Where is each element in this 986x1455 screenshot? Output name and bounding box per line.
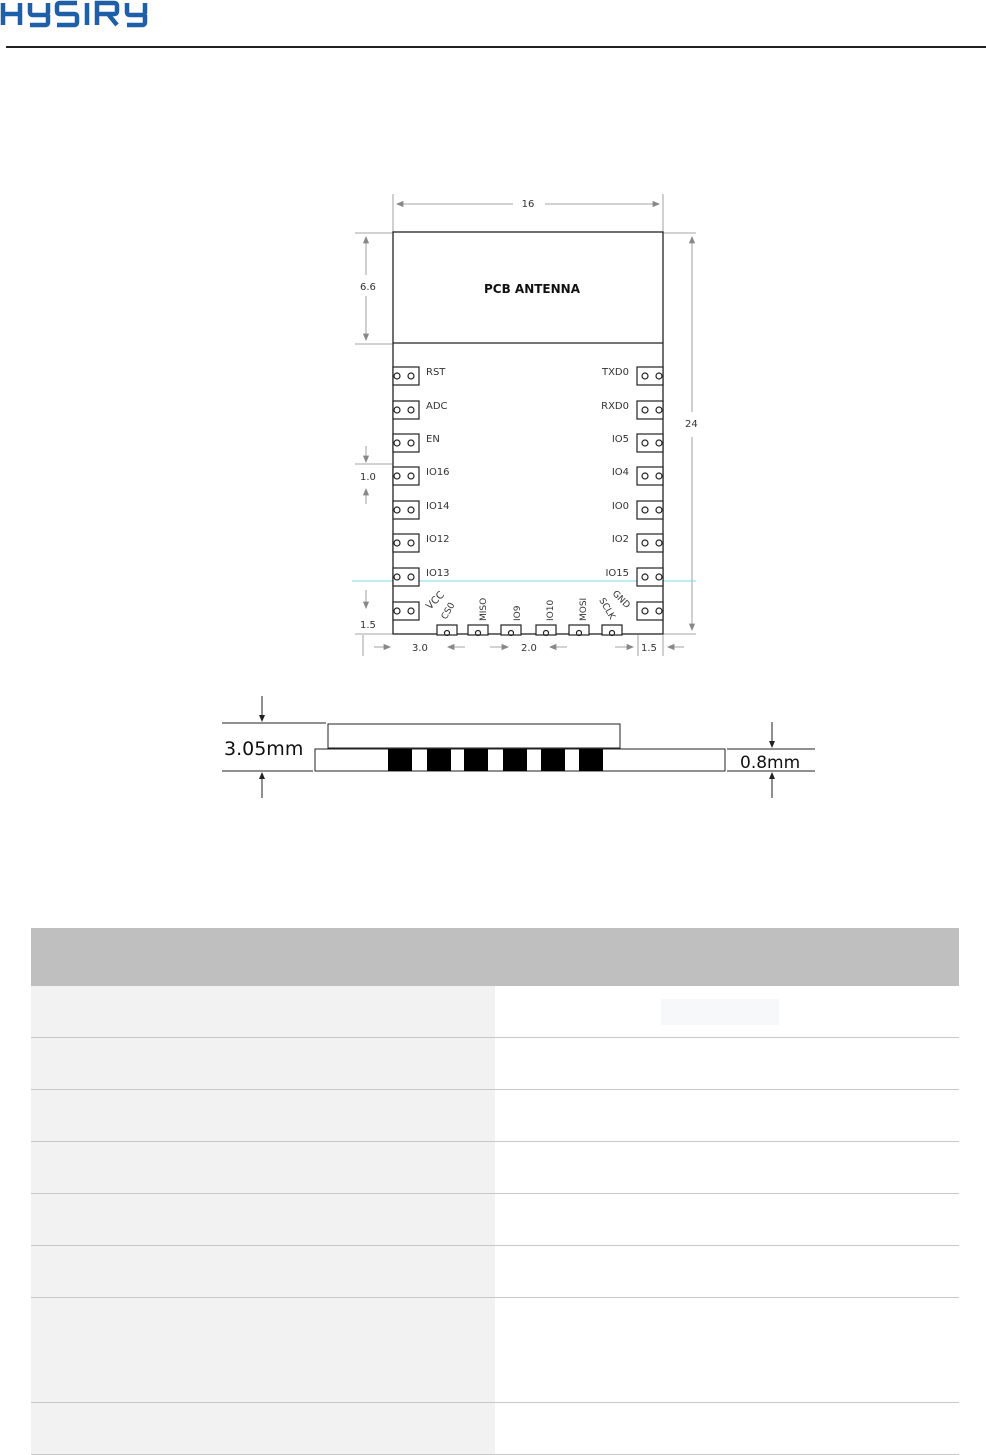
module-dimension-drawing	[350, 192, 710, 662]
right-pin-label: TXD0	[601, 367, 629, 378]
table-row	[31, 1298, 959, 1403]
dim-bottom-pitch-label: 2.0	[521, 643, 537, 654]
right-pin-label: IO0	[611, 501, 629, 512]
page-header	[0, 0, 986, 48]
left-pin-label: IO16	[426, 467, 450, 478]
right-pin-label: RXD0	[601, 401, 629, 412]
table-cell	[31, 1038, 495, 1090]
table-cell	[495, 1090, 959, 1142]
right-pin-label: GND	[609, 589, 632, 611]
module-side-view	[218, 690, 818, 802]
left-pin-label: IO14	[426, 501, 450, 512]
table-row	[31, 1403, 959, 1455]
left-pin-label: IO12	[426, 534, 450, 545]
table-row	[31, 1246, 959, 1298]
dim-antenna-label: 6.6	[360, 282, 376, 293]
faint-highlight	[661, 999, 779, 1025]
dim-height-label: 24	[685, 419, 698, 430]
table-cell	[31, 1403, 495, 1455]
spec-table	[31, 928, 959, 1455]
left-pin-label: ADC	[426, 401, 448, 412]
table-cell	[31, 1142, 495, 1194]
dim-width-label: 16	[521, 199, 535, 210]
table-cell	[495, 1038, 959, 1090]
table-cell	[31, 1246, 495, 1298]
left-pin-label: EN	[426, 434, 440, 445]
left-pin-label: IO13	[426, 568, 450, 579]
bottom-pin-label: MOSI	[579, 597, 589, 621]
table-row	[31, 1194, 959, 1246]
table-row	[31, 1038, 959, 1090]
table-row	[31, 986, 959, 1038]
table-cell	[31, 1298, 495, 1403]
table-header-cell	[31, 928, 959, 986]
bottom-pin-label: IO9	[513, 605, 523, 621]
table-cell	[31, 1194, 495, 1246]
bottom-pin-label: MISO	[479, 597, 489, 621]
table-row	[31, 1090, 959, 1142]
right-pin-label: IO15	[605, 568, 629, 579]
antenna-label: PCB ANTENNA	[483, 282, 581, 296]
dim-bottom-margin-label: 1.5	[360, 620, 376, 631]
table-cell	[495, 986, 959, 1038]
table-header-row	[31, 928, 959, 986]
bottom-pin-label: IO10	[546, 599, 556, 621]
bottom-pin-label: CS0	[439, 601, 458, 622]
table-cell	[31, 1090, 495, 1142]
brand-logo	[0, 0, 170, 30]
dim-left-offset-label: 3.0	[412, 643, 428, 654]
header-divider	[6, 46, 986, 48]
dim-right-offset-label: 1.5	[641, 643, 657, 654]
table-row	[31, 1142, 959, 1194]
right-pin-label: IO2	[611, 534, 629, 545]
table-cell	[31, 986, 495, 1038]
bottom-pin-label: SCLK	[596, 596, 617, 622]
table-cell	[495, 1246, 959, 1298]
pcb-thickness-label: 0.8mm	[740, 753, 801, 773]
table-cell	[495, 1403, 959, 1455]
right-pin-label: IO4	[611, 467, 629, 478]
left-pin-label: RST	[426, 367, 446, 378]
total-height-label: 3.05mm	[224, 738, 304, 760]
left-pin-label: VCC	[424, 589, 447, 613]
table-cell	[495, 1194, 959, 1246]
table-cell	[495, 1298, 959, 1403]
dim-pitch-label: 1.0	[360, 472, 376, 483]
right-pin-label: IO5	[611, 434, 629, 445]
table-cell	[495, 1142, 959, 1194]
